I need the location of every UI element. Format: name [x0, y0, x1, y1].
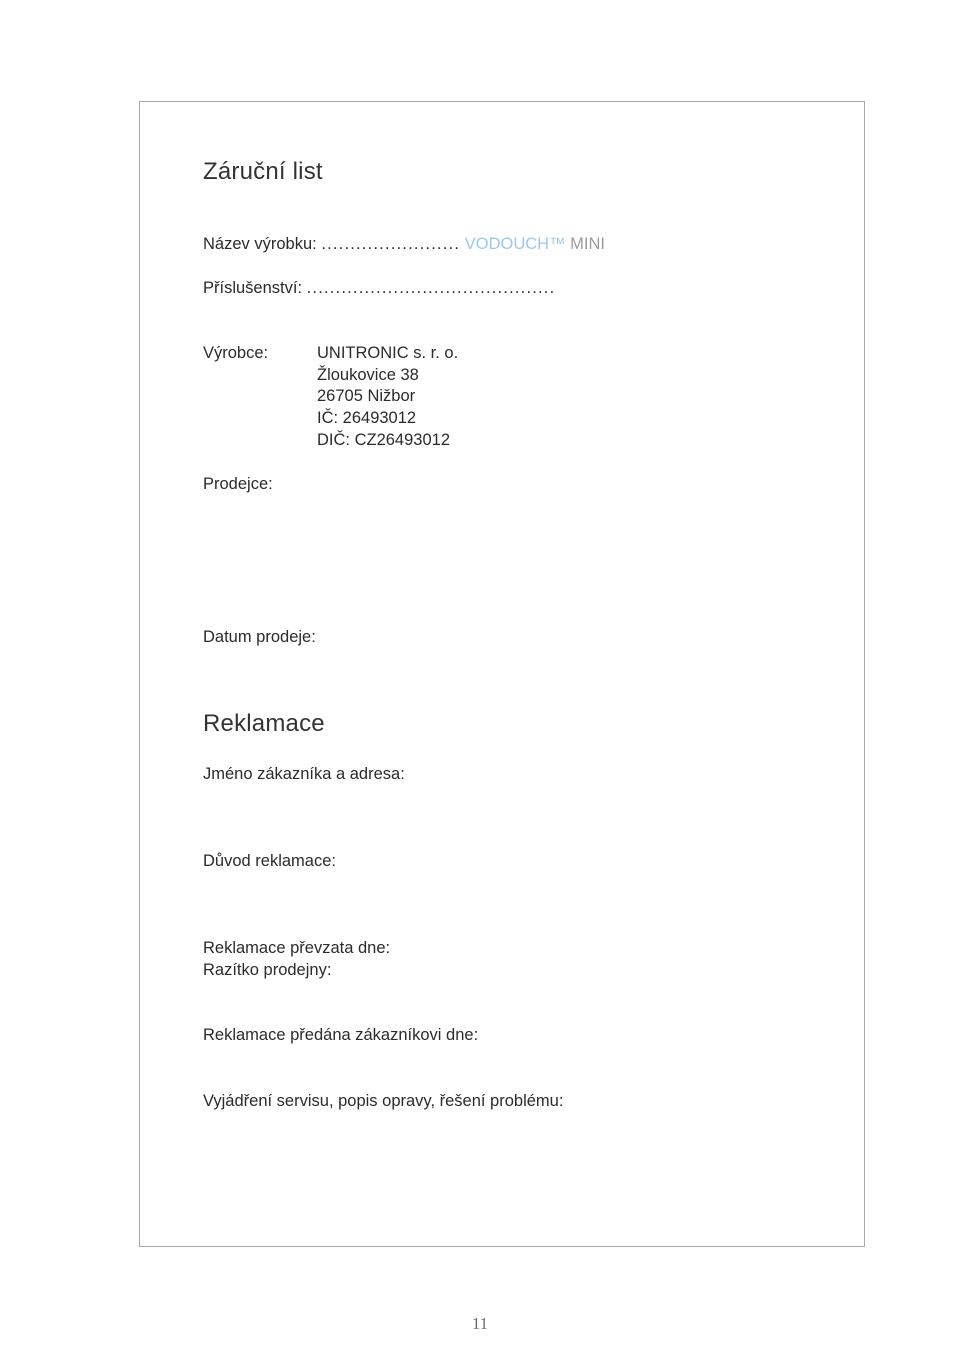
address-line: DIČ: CZ26493012	[317, 430, 450, 449]
product-name-dots: ........................	[321, 235, 461, 253]
product-name-label: Název výrobku:	[203, 235, 317, 253]
page-number: 11	[471, 1314, 489, 1333]
complaint-reason-label: Důvod reklamace:	[203, 852, 336, 870]
product-model: MINI	[570, 235, 606, 253]
manufacturer-label: Výrobce:	[203, 344, 269, 362]
service-statement-label: Vyjádření servisu, popis opravy, řešení problému:	[203, 1092, 564, 1110]
customer-label: Jméno zákazníka a adresa:	[203, 765, 405, 783]
accessories-dots: ...........................................	[306, 279, 556, 297]
warranty-title: Záruční list	[203, 158, 323, 185]
complaint-returned-label: Reklamace předána zákazníkovi dne:	[203, 1026, 479, 1044]
seller-label: Prodejce:	[203, 475, 273, 493]
sale-date-label: Datum prodeje:	[203, 628, 316, 646]
manufacturer-address	[317, 342, 458, 450]
address-line: IČ: 26493012	[317, 409, 417, 428]
complaint-title: Reklamace	[203, 710, 325, 737]
shop-stamp-label: Razítko prodejny:	[203, 961, 332, 979]
product-name-line	[203, 233, 605, 255]
complaint-received-label: Reklamace převzata dne:	[203, 939, 391, 957]
accessories-label: Příslušenství:	[203, 279, 303, 297]
product-brand: VODOUCH™	[464, 235, 566, 253]
address-line: UNITRONIC s. r. o.	[317, 344, 459, 362]
warranty-card-frame	[139, 101, 865, 1247]
address-line: Žloukovice 38	[317, 365, 419, 384]
accessories-line	[203, 277, 555, 299]
address-line: 26705 Nižbor	[317, 387, 416, 406]
